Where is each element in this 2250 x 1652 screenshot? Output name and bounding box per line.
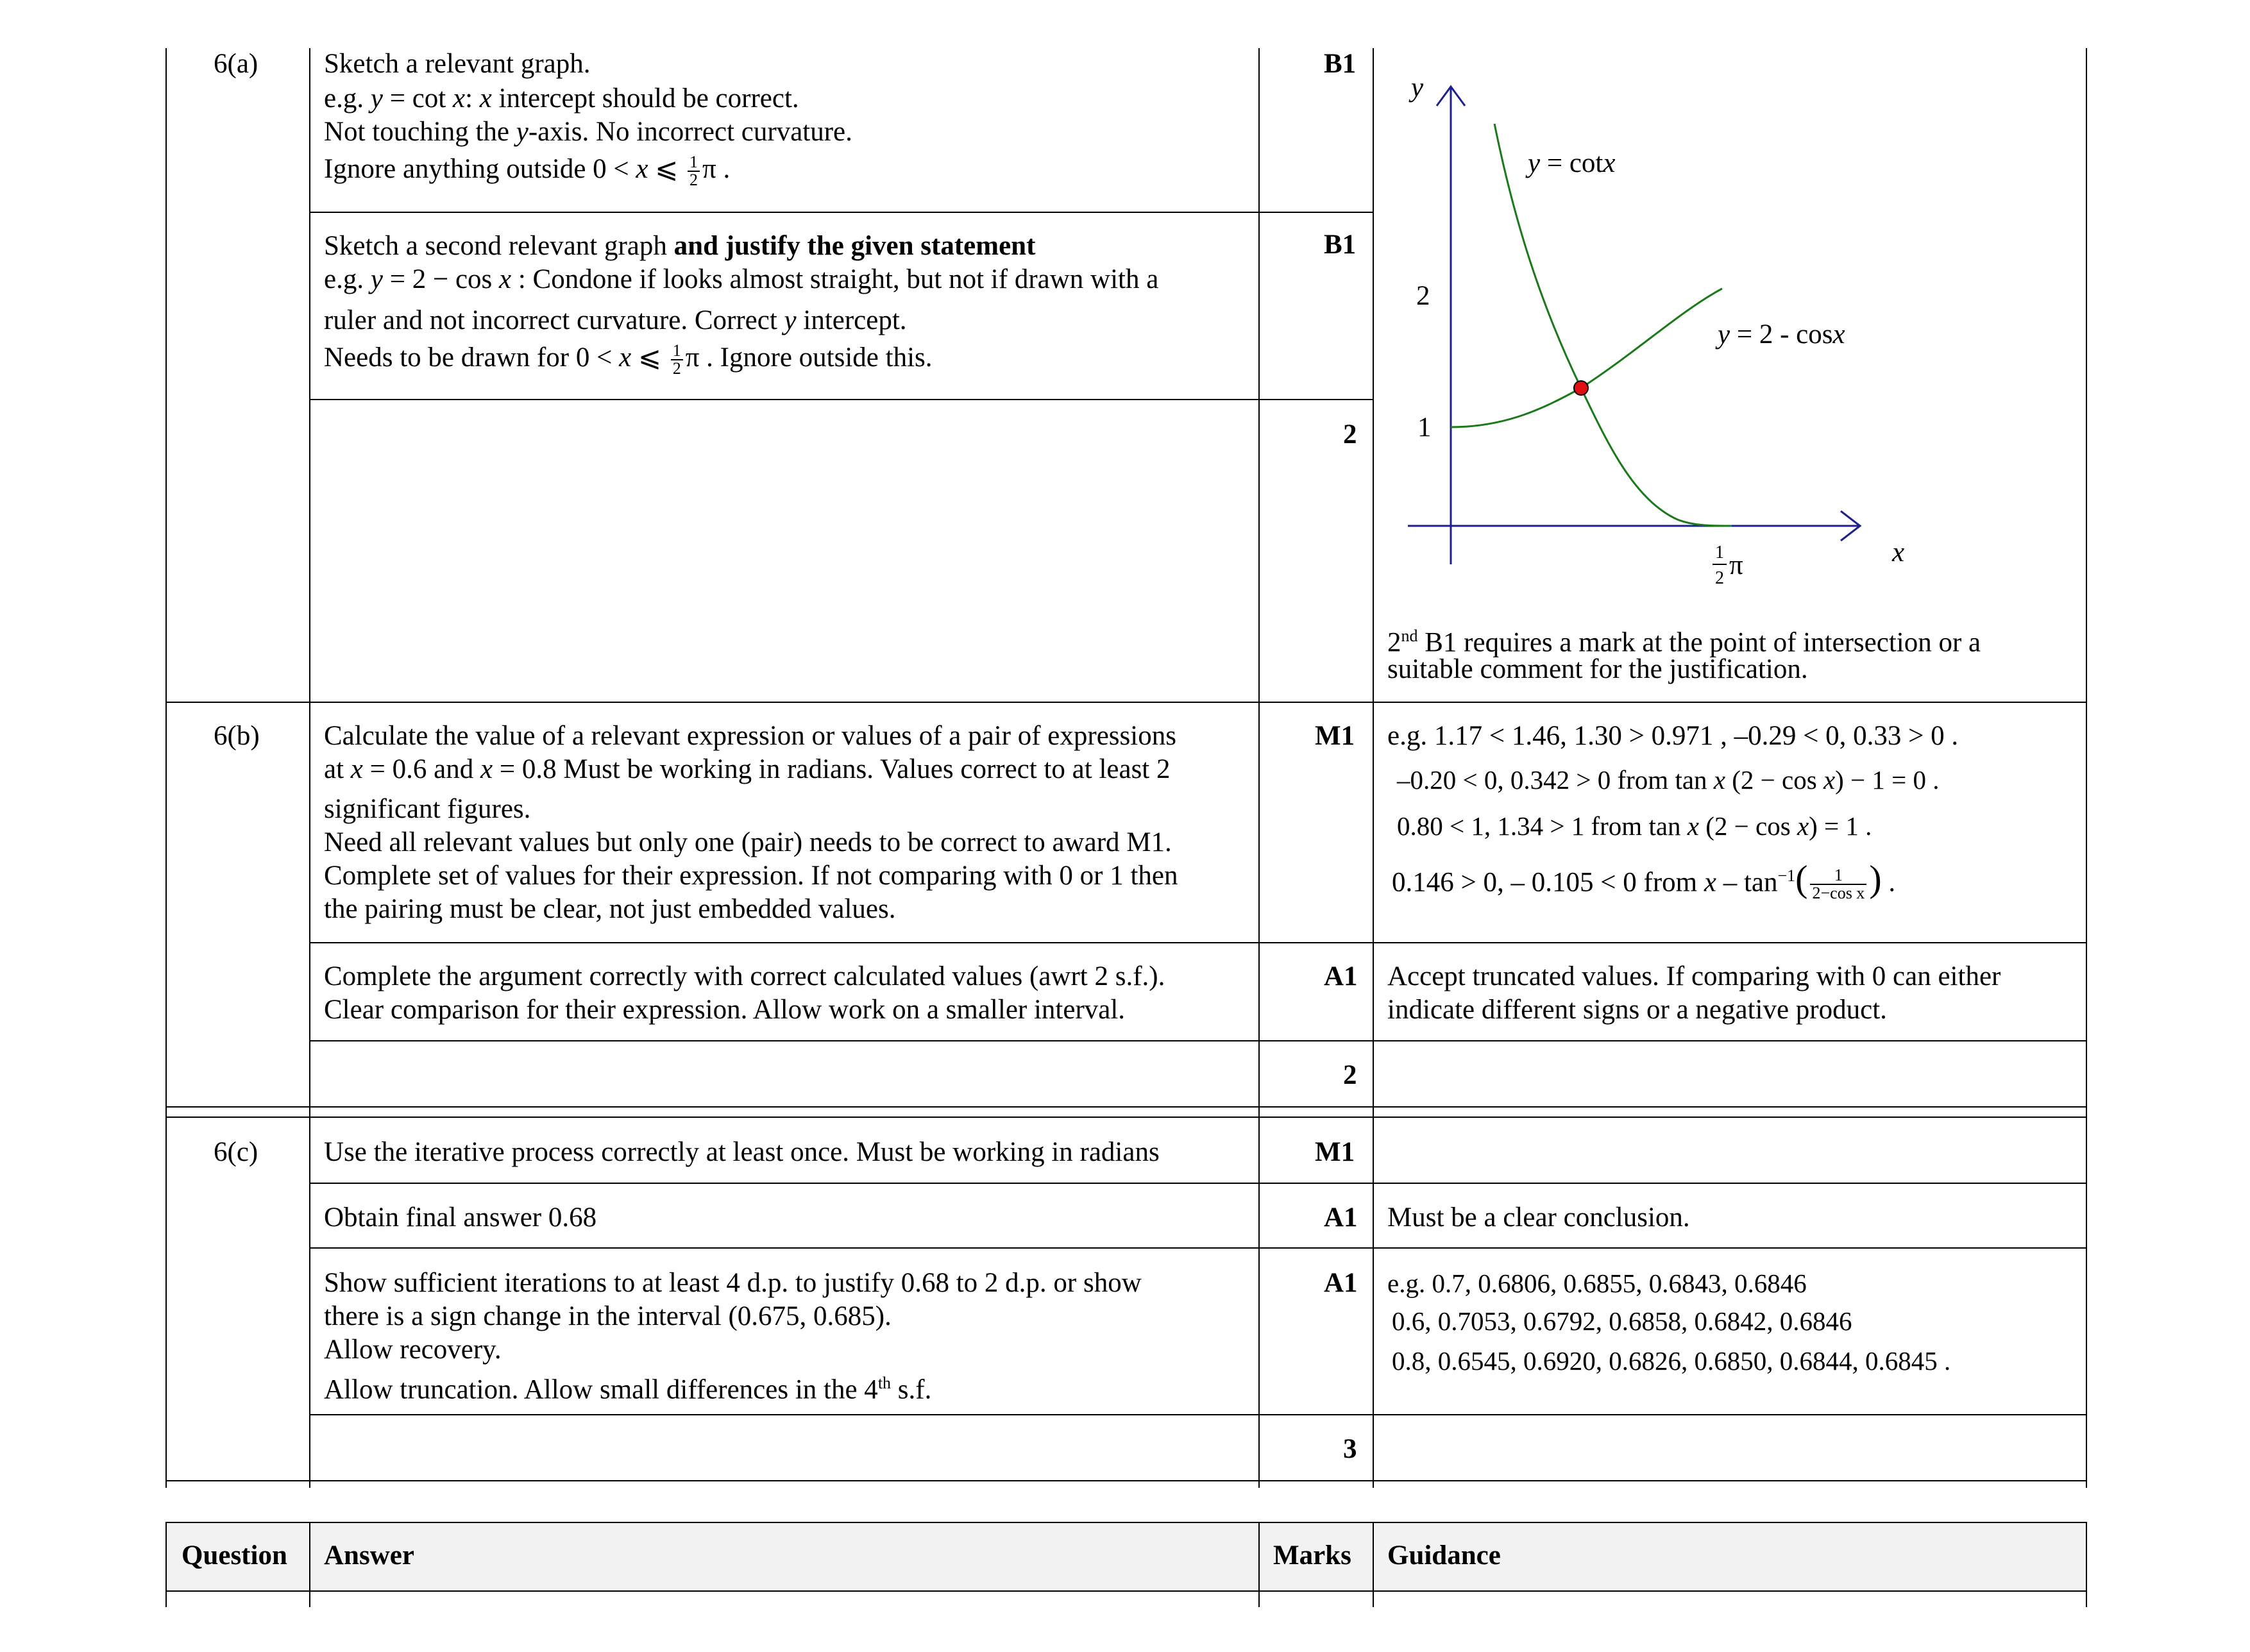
section-rule bbox=[165, 1106, 2087, 1108]
cot-curve-label: y = cotx bbox=[1528, 148, 1616, 178]
answer-line: Obtain final answer 0.68 bbox=[324, 1202, 597, 1233]
mark-cell: A1 bbox=[1324, 1202, 1358, 1233]
answer-line: Allow truncation. Allow small differences in the 4th s.f. bbox=[324, 1374, 932, 1405]
answer-line: e.g. y = 2 − cos x : Condone if looks almost straight, but not if drawn with a bbox=[324, 264, 1159, 294]
mark-cell: B1 bbox=[1324, 230, 1357, 260]
row-rule bbox=[309, 399, 1374, 400]
total-marks: 3 bbox=[1343, 1434, 1357, 1464]
answer-line: Allow recovery. bbox=[324, 1335, 502, 1365]
row-rule bbox=[309, 1414, 2087, 1415]
mark-cell: A1 bbox=[1324, 961, 1358, 991]
header-question: Question bbox=[182, 1540, 287, 1571]
total-marks: 2 bbox=[1343, 1060, 1357, 1090]
answer-line: Ignore anything outside 0 < x ⩽ $\frac{1}{2}$ π . bbox=[324, 153, 731, 190]
header-marks: Marks bbox=[1273, 1540, 1351, 1571]
row-rule bbox=[309, 942, 2087, 943]
mark-cell: M1 bbox=[1315, 721, 1355, 751]
header-divider-question bbox=[309, 1522, 310, 1607]
guidance-line: 0.80 < 1, 1.34 > 1 from tan x (2 − cos x) = 1 . bbox=[1397, 811, 1872, 841]
header-divider-marks bbox=[1373, 1522, 1374, 1607]
guidance-line: e.g. 1.17 < 1.46, 1.30 > 0.971 , –0.29 < 0, 0.33 > 0 . bbox=[1387, 721, 1959, 751]
answer-line: Show sufficient iterations to at least 4 d.p. to justify 0.68 to 2 d.p. or show bbox=[324, 1268, 1142, 1298]
table-border-left bbox=[165, 48, 167, 1488]
answer-line: Needs to be drawn for 0 < x ⩽ $\frac{1}{2}$ π . Ignore outside this. bbox=[324, 341, 933, 378]
y-tick-1: 1 bbox=[1417, 412, 1432, 442]
table-border-right bbox=[2086, 48, 2087, 1488]
mark-cell: A1 bbox=[1324, 1268, 1358, 1298]
table-header bbox=[165, 1522, 2087, 1592]
row-rule bbox=[165, 702, 2087, 703]
total-marks: 2 bbox=[1343, 419, 1357, 450]
answer-line: the pairing must be clear, not just embedded values. bbox=[324, 894, 896, 924]
guidance-line: –0.20 < 0, 0.342 > 0 from tan x (2 − cos x) − 1 = 0 . bbox=[1397, 765, 1940, 795]
row-rule bbox=[309, 1247, 2087, 1249]
answer-line: there is a sign change in the interval (0.675, 0.685). bbox=[324, 1301, 892, 1331]
question-label: 6(c) bbox=[214, 1137, 258, 1167]
x-tick-half-num: 1 bbox=[1715, 543, 1724, 562]
answer-line: Sketch a relevant graph. bbox=[324, 49, 591, 79]
table-divider-answer bbox=[1258, 48, 1260, 1488]
answer-line: ruler and not incorrect curvature. Correct y intercept. bbox=[324, 305, 907, 335]
question-label: 6(a) bbox=[214, 49, 258, 79]
answer-line: Use the iterative process correctly at least once. Must be working in radians bbox=[324, 1137, 1160, 1167]
table-border-bottom bbox=[165, 1480, 2087, 1481]
x-axis-label: x bbox=[1892, 537, 1905, 568]
mark-cell: B1 bbox=[1324, 49, 1357, 79]
answer-line: Complete the argument correctly with correct calculated values (awrt 2 s.f.). bbox=[324, 961, 1165, 991]
answer-line: Need all relevant values but only one (pair) needs to be correct to award M1. bbox=[324, 827, 1172, 857]
guidance-line: e.g. 0.7, 0.6806, 0.6855, 0.6843, 0.6846 bbox=[1387, 1268, 1807, 1298]
x-tick-pi: π bbox=[1729, 550, 1743, 580]
header-answer: Answer bbox=[324, 1540, 414, 1571]
answer-line: at x = 0.6 and x = 0.8 Must be working in radians. Values correct to at least 2 bbox=[324, 754, 1171, 784]
guidance-line: 0.146 > 0, – 0.105 < 0 from x – $\tan^{-1}$( $\frac{1}{\text{2−cos x}}$ ) . bbox=[1392, 857, 1896, 903]
y-axis-label: y bbox=[1411, 72, 1424, 103]
guidance-line: suitable comment for the justification. bbox=[1387, 654, 1808, 684]
header-border-left bbox=[165, 1522, 167, 1607]
y-tick-2: 2 bbox=[1416, 281, 1430, 311]
guidance-line: indicate different signs or a negative product. bbox=[1387, 995, 1887, 1025]
header-guidance: Guidance bbox=[1387, 1540, 1501, 1571]
table-divider-marks bbox=[1373, 48, 1374, 1488]
intersection-point bbox=[1574, 381, 1588, 395]
answer-line: e.g. y = cot x: x intercept should be correct. bbox=[324, 83, 799, 114]
answer-line: Not touching the y-axis. No incorrect curvature. bbox=[324, 117, 852, 147]
answer-line: Calculate the value of a relevant expression or values of a pair of expressions bbox=[324, 721, 1176, 751]
header-divider-answer bbox=[1258, 1522, 1260, 1607]
row-rule bbox=[309, 1183, 2087, 1184]
mark-cell: M1 bbox=[1315, 1137, 1355, 1167]
guidance-line: 0.6, 0.7053, 0.6792, 0.6858, 0.6842, 0.6846 bbox=[1392, 1306, 1852, 1336]
x-tick-half-den: 2 bbox=[1715, 568, 1724, 588]
answer-line: Complete set of values for their expression. If not comparing with 0 or 1 then bbox=[324, 861, 1178, 891]
header-border-right bbox=[2086, 1522, 2087, 1607]
cot-curve bbox=[1494, 124, 1732, 526]
question-label: 6(b) bbox=[214, 721, 260, 751]
guidance-line: Must be a clear conclusion. bbox=[1387, 1202, 1690, 1233]
table-divider-question bbox=[309, 48, 310, 1488]
row-rule bbox=[309, 212, 1374, 213]
guidance-line: Accept truncated values. If comparing with 0 can either bbox=[1387, 961, 2001, 991]
two-minus-cos-curve bbox=[1451, 289, 1722, 427]
cos-curve-label: y = 2 - cosx bbox=[1718, 319, 1845, 350]
answer-line: significant figures. bbox=[324, 794, 531, 824]
guidance-line: 0.8, 0.6545, 0.6920, 0.6826, 0.6850, 0.6844, 0.6845 . bbox=[1392, 1346, 1951, 1376]
guidance-line: 2nd B1 requires a mark at the point of intersection or a bbox=[1387, 627, 1981, 658]
answer-line: Clear comparison for their expression. Allow work on a smaller interval. bbox=[324, 995, 1126, 1025]
answer-line: Sketch a second relevant graph and justify the given statement bbox=[324, 231, 1036, 261]
section-rule bbox=[165, 1117, 2087, 1118]
row-rule bbox=[309, 1040, 2087, 1041]
graph-sketch bbox=[1385, 58, 1911, 609]
